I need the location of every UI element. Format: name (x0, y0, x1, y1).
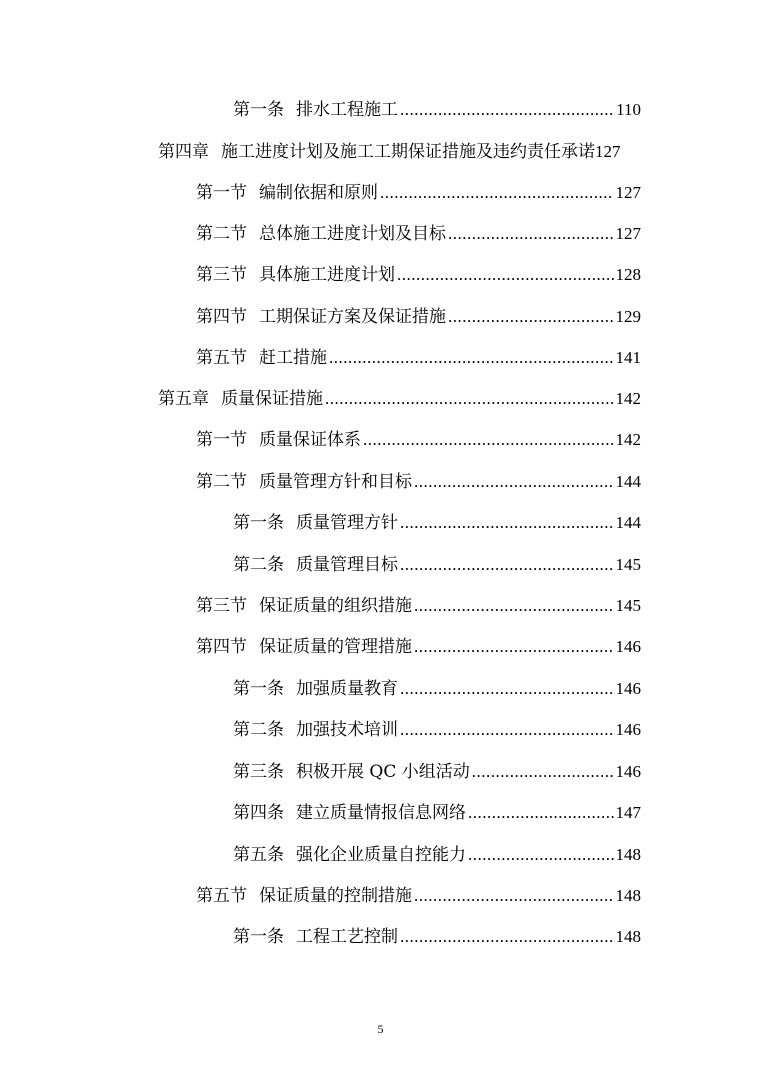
toc-dot-leader (468, 800, 614, 826)
toc-dot-leader (468, 842, 614, 868)
toc-entry-page: 147 (615, 803, 641, 822)
toc-entry-title: 工期保证方案及保证措施 (259, 307, 446, 327)
toc-entry[interactable] (196, 304, 641, 330)
toc-dot-leader (400, 510, 614, 536)
toc-dot-leader (397, 262, 614, 288)
toc-entry-number: 第一节 (196, 183, 247, 203)
toc-entry-title: 积极开展 QC 小组活动 (296, 762, 470, 782)
toc-entry-number: 第二节 (196, 472, 247, 492)
toc-entry-title: 质量管理方针 (296, 513, 398, 533)
toc-entry[interactable] (233, 97, 641, 123)
toc-dot-leader (400, 552, 614, 578)
toc-entry-number: 第一条 (233, 679, 284, 699)
toc-entry-page: 148 (615, 886, 641, 905)
toc-dot-leader (400, 676, 614, 702)
toc-entry-title: 保证质量的控制措施 (259, 886, 412, 906)
toc-entry-title: 保证质量的组织措施 (259, 596, 412, 616)
toc-entry-page: 141 (615, 348, 641, 367)
toc-entry[interactable] (158, 386, 641, 412)
toc-entry[interactable] (233, 717, 641, 743)
toc-entry[interactable] (158, 139, 661, 165)
toc-entry[interactable] (196, 221, 641, 247)
toc-entry-number: 第二条 (233, 555, 284, 575)
toc-entry[interactable] (233, 842, 641, 868)
toc-entry-number: 第五章 (158, 389, 209, 409)
toc-entry-title: 建立质量情报信息网络 (296, 803, 466, 823)
toc-entry-page: 148 (615, 927, 641, 946)
toc-entry-page: 127 (595, 142, 621, 161)
toc-entry-number: 第一条 (233, 513, 284, 533)
toc-dot-leader (414, 469, 614, 495)
toc-entry-page: 144 (615, 472, 641, 491)
toc-entry-page: 144 (615, 513, 641, 532)
toc-entry-page: 127 (615, 183, 641, 202)
toc-dot-leader (363, 427, 614, 453)
toc-dot-leader (400, 924, 614, 950)
toc-entry[interactable] (196, 593, 641, 619)
toc-entry-page: 146 (615, 637, 641, 656)
toc-entry[interactable] (233, 800, 641, 826)
toc-entry[interactable] (233, 676, 641, 702)
toc-entry-page: 146 (615, 720, 641, 739)
toc-entry-title: 具体施工进度计划 (259, 265, 395, 285)
toc-entry-number: 第一条 (233, 100, 284, 120)
toc-entry-number: 第二条 (233, 720, 284, 740)
toc-entry-title: 质量保证措施 (221, 389, 323, 409)
toc-entry[interactable] (196, 634, 641, 660)
toc-entry[interactable] (196, 883, 641, 909)
toc-entry-number: 第四章 (158, 142, 209, 162)
toc-entry-number: 第四节 (196, 637, 247, 657)
toc-entry-title: 加强质量教育 (296, 679, 398, 699)
toc-entry-number: 第三节 (196, 596, 247, 616)
toc-entry-page: 142 (615, 430, 641, 449)
toc-entry-title: 强化企业质量自控能力 (296, 845, 466, 865)
toc-entry-page: 145 (615, 596, 641, 615)
toc-entry-page: 142 (615, 389, 641, 408)
toc-entry-number: 第二节 (196, 224, 247, 244)
toc-entry-title: 质量保证体系 (259, 430, 361, 450)
toc-entry[interactable] (196, 427, 641, 453)
toc-dot-leader (448, 221, 614, 247)
toc-entry-number: 第一条 (233, 927, 284, 947)
toc-dot-leader (325, 386, 614, 412)
toc-entry-title: 质量管理目标 (296, 555, 398, 575)
toc-entry[interactable] (233, 510, 641, 536)
toc-entry-page: 129 (615, 307, 641, 326)
toc-entry-page: 146 (615, 762, 641, 781)
toc-entry-page: 128 (615, 265, 641, 284)
toc-entry[interactable] (196, 469, 641, 495)
toc-dot-leader (414, 883, 614, 909)
toc-entry[interactable] (196, 262, 641, 288)
toc-dot-leader (472, 759, 614, 785)
page-number: 5 (377, 1022, 384, 1036)
toc-dot-leader (414, 593, 614, 619)
toc-entry-page: 110 (616, 100, 641, 119)
toc-entry[interactable] (233, 552, 641, 578)
toc-entry[interactable] (196, 345, 641, 371)
toc-entry-title: 编制依据和原则 (259, 183, 378, 203)
toc-entry-page: 148 (615, 845, 641, 864)
toc-entry[interactable] (196, 180, 641, 206)
toc-entry-page: 127 (615, 224, 641, 243)
toc-entry[interactable] (233, 924, 641, 950)
toc-entry-title: 保证质量的管理措施 (259, 637, 412, 657)
toc-entry-page: 145 (615, 555, 641, 574)
toc-entry-title: 工程工艺控制 (296, 927, 398, 947)
toc-entry-title: 加强技术培训 (296, 720, 398, 740)
toc-entry-title: 赶工措施 (259, 348, 327, 368)
toc-entry-number: 第五条 (233, 845, 284, 865)
toc-entry-page: 146 (615, 679, 641, 698)
toc-entry-number: 第三节 (196, 265, 247, 285)
toc-dot-leader (448, 304, 614, 330)
toc-entry-title: 排水工程施工 (296, 100, 398, 120)
toc-entry-title: 质量管理方针和目标 (259, 472, 412, 492)
toc-entry-title: 总体施工进度计划及目标 (259, 224, 446, 244)
toc-dot-leader (329, 345, 614, 371)
toc-entry-number: 第三条 (233, 762, 284, 782)
toc-entry-number: 第一节 (196, 430, 247, 450)
toc-entry-number: 第五节 (196, 348, 247, 368)
toc-entry[interactable] (233, 759, 641, 785)
toc-dot-leader (400, 97, 614, 123)
toc-entry-number: 第四节 (196, 307, 247, 327)
toc-dot-leader (380, 180, 614, 206)
toc-entry-number: 第四条 (233, 803, 284, 823)
toc-entry-number: 第五节 (196, 886, 247, 906)
toc-dot-leader (400, 717, 614, 743)
toc-entry-title: 施工进度计划及施工工期保证措施及违约责任承诺 (221, 142, 595, 162)
toc-dot-leader (414, 634, 614, 660)
